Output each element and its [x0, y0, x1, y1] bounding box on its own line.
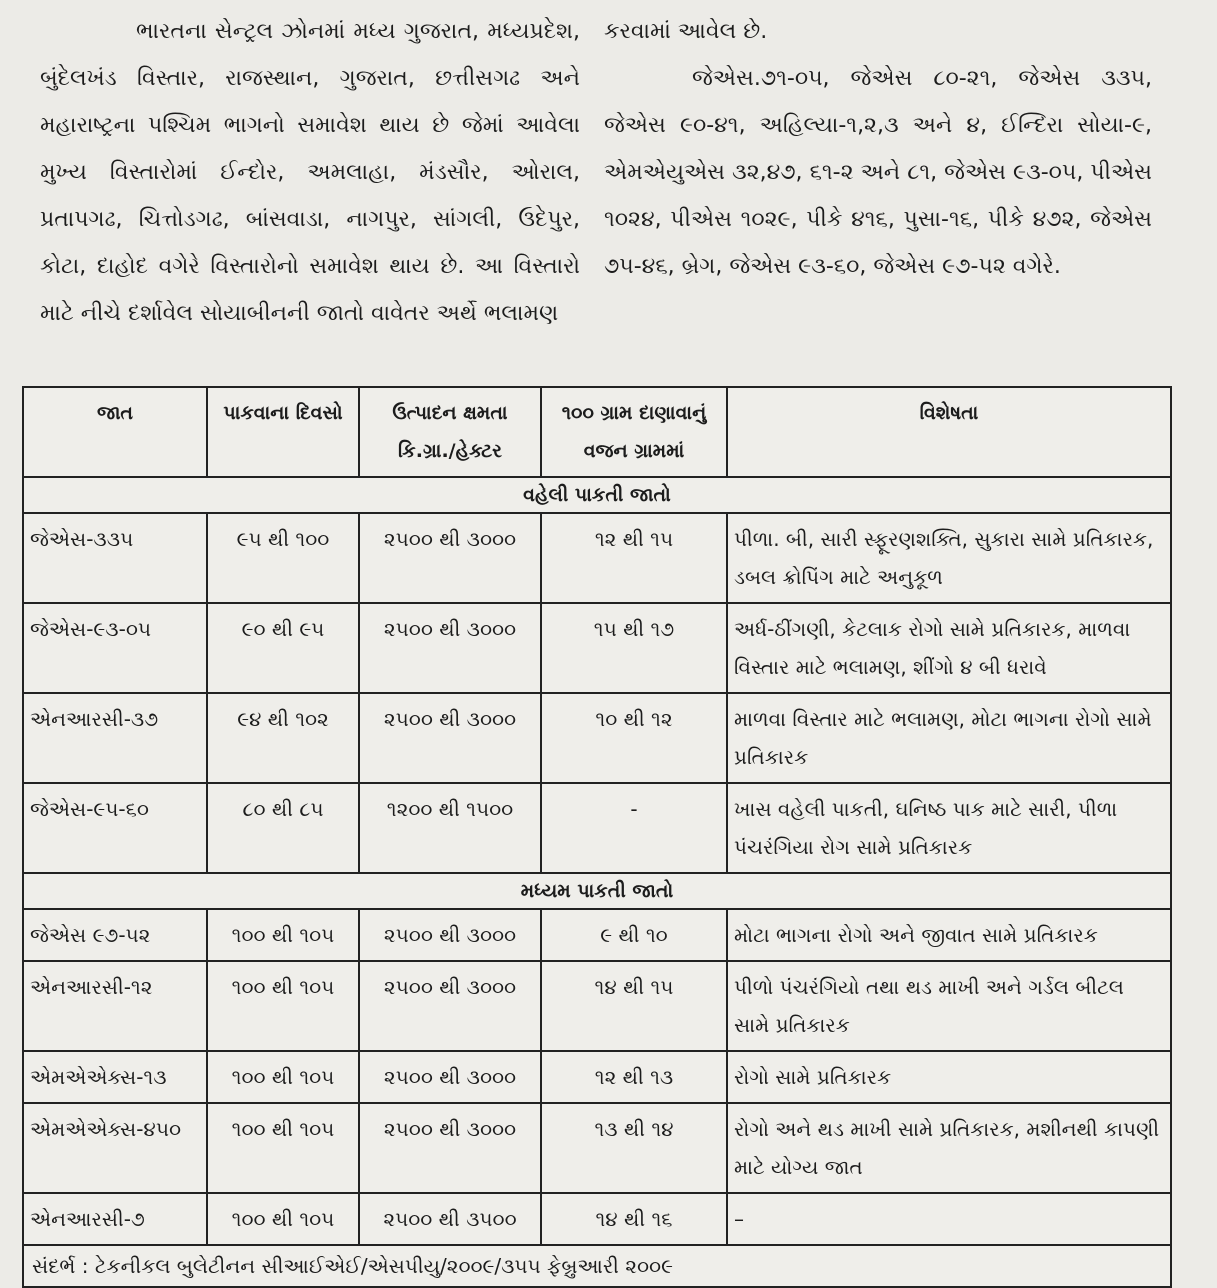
- table-row: [23, 1103, 1171, 1193]
- cell-features: માળવા વિસ્તાર માટે ભલામણ, મોટા ભાગના રોગો સામે પ્રતિકારક: [727, 693, 1171, 783]
- header-features: વિશેષતા: [727, 387, 1171, 477]
- cell-weight: ૧૪ થી ૧૬: [541, 1193, 727, 1245]
- cell-maturity: ૧૦૦ થી ૧૦૫: [207, 1103, 359, 1193]
- cell-variety: જેએસ-૩૩૫: [23, 513, 207, 603]
- cell-variety: એનઆરસી-૭: [23, 1193, 207, 1245]
- cell-maturity: ૮૦ થી ૮૫: [207, 783, 359, 873]
- cell-maturity: ૧૦૦ થી ૧૦૫: [207, 909, 359, 961]
- cell-maturity: ૧૦૦ થી ૧૦૫: [207, 961, 359, 1051]
- cell-variety: એમએએક્સ-૪૫૦: [23, 1103, 207, 1193]
- cell-maturity: ૯૦ થી ૯૫: [207, 603, 359, 693]
- cell-features: રોગો અને થડ માખી સામે પ્રતિકારક, મશીનથી કાપણી માટે યોગ્ય જાત: [727, 1103, 1171, 1193]
- cell-features: ખાસ વહેલી પાકતી, ઘનિષ્ઠ પાક માટે સારી, પીળા પંચરંગિયા રોગ સામે પ્રતિકારક: [727, 783, 1171, 873]
- table-row: [23, 513, 1171, 603]
- cell-features: મોટા ભાગના રોગો અને જીવાત સામે પ્રતિકારક: [727, 909, 1171, 961]
- cell-yield: ૨૫૦૦ થી ૩૦૦૦: [359, 603, 541, 693]
- header-yield-line2: કિ.ગ્રા./હેક્ટર: [398, 440, 502, 462]
- intro-paragraph-left: [40, 8, 580, 337]
- soybean-varieties-table: [22, 386, 1172, 1288]
- table-row: [23, 783, 1171, 873]
- cell-features: રોગો સામે પ્રતિકારક: [727, 1051, 1171, 1103]
- cell-variety: એનઆરસી-૧૨: [23, 961, 207, 1051]
- cell-variety: એમએએક્સ-૧૩: [23, 1051, 207, 1103]
- cell-yield: ૨૫૦૦ થી ૩૫૦૦: [359, 1193, 541, 1245]
- cell-yield: ૨૫૦૦ થી ૩૦૦૦: [359, 1103, 541, 1193]
- section-title-early: વહેલી પાકતી જાતો: [23, 477, 1171, 513]
- cell-features: પીળો પંચરંગિયો તથા થડ માખી અને ગર્ડલ બીટલ સામે પ્રતિકારક: [727, 961, 1171, 1051]
- cell-weight: ૧૪ થી ૧૫: [541, 961, 727, 1051]
- cell-weight: ૧૨ થી ૧૩: [541, 1051, 727, 1103]
- header-maturity: પાકવાના દિવસો: [207, 387, 359, 477]
- recommended-varieties-text: જેએસ.૭૧-૦૫, જેએસ ૮૦-૨૧, જેએસ ૩૩૫, જેએસ ૯૦-૪૧, અહિલ્યા-૧,૨,૩ અને ૪, ઈન્દિરા સોયા-૯, એમએયુએસ ૩૨,૪૭, ૬૧-૨ અને ૮૧, જેએસ ૯૩-૦૫, પીએસ ૧૦૨૪, પીએસ ૧૦૨૯, પીકે ૪૧૬, પુસા-૧૬, પીકે ૪૭૨, જેએસ ૭૫-૪૬, બ્રેગ, જેએસ ૯૩-૬૦, જેએસ ૯૭-૫૨ વગેરે.: [604, 66, 1152, 279]
- header-weight-line1: ૧૦૦ ગ્રામ દાણાવાનું: [561, 402, 707, 424]
- cell-yield: ૨૫૦૦ થી ૩૦૦૦: [359, 1051, 541, 1103]
- section-title-medium: મધ્યમ પાકતી જાતો: [23, 873, 1171, 909]
- cell-variety: જેએસ-૯૫-૬૦: [23, 783, 207, 873]
- cell-weight: ૯ થી ૧૦: [541, 909, 727, 961]
- reference-text: સંદર્ભ : ટેકનીકલ બુલેટીનન સીઆઈએઈ/એસપીયુ/૨૦૦૯/૩૫૫ ફેબ્રુઆરી ૨૦૦૯: [23, 1245, 1171, 1287]
- section-row-medium: [23, 873, 1171, 909]
- cell-maturity: ૧૦૦ થી ૧૦૫: [207, 1051, 359, 1103]
- cell-weight: ૧૩ થી ૧૪: [541, 1103, 727, 1193]
- cell-features: પીળા. બી, સારી સ્ફૂરણશક્તિ, સુકારા સામે પ્રતિકારક, ડબલ ક્રોપિંગ માટે અનુકૂળ: [727, 513, 1171, 603]
- intro-paragraph-right: [604, 8, 1152, 290]
- intro-text: ભારતના સેન્ટ્રલ ઝોનમાં મધ્ય ગુજરાત, મધ્યપ્રદેશ, બુંદેલખંડ વિસ્તાર, રાજસ્થાન, ગુજરાત, છત્તીસગઢ અને મહારાષ્ટ્રના પશ્ચિમ ભાગનો સમાવેશ થાય છે જેમાં આવેલા મુખ્ય વિસ્તારોમાં ઈન્દોર, અમલાહા, મંડસૌર, ઓરાલ, પ્રતાપગઢ, ચિત્તોડગઢ, બાંસવાડા, નાગપુર, સાંગલી, ઉદેપુર, કોટા, દાહોદ વગેરે વિસ્તારોનો સમાવેશ થાય છે. આ વિસ્તારો માટે નીચે દર્શાવેલ સોયાબીનની જાતો વાવેતર અર્થે ભલામણ: [40, 19, 580, 326]
- reference-row: [23, 1245, 1171, 1287]
- cell-maturity: ૯૫ થી ૧૦૦: [207, 513, 359, 603]
- cell-features: –: [727, 1193, 1171, 1245]
- table-row: [23, 1193, 1171, 1245]
- cell-maturity: ૯૪ થી ૧૦૨: [207, 693, 359, 783]
- header-yield-line1: ઉત્પાદન ક્ષમતા: [392, 402, 508, 424]
- cell-weight: ૧૨ થી ૧૫: [541, 513, 727, 603]
- cell-variety: જેએસ ૯૭-૫૨: [23, 909, 207, 961]
- cell-weight: -: [541, 783, 727, 873]
- cell-features: અર્ધ-ઠીંગણી, કેટલાક રોગો સામે પ્રતિકારક, માળવા વિસ્તાર માટે ભલામણ, શીંગો ૪ બી ધરાવે: [727, 603, 1171, 693]
- header-yield: [359, 387, 541, 477]
- cell-variety: એનઆરસી-૩૭: [23, 693, 207, 783]
- header-weight-line2: વજન ગ્રામમાં: [583, 440, 685, 462]
- table-header-row: [23, 387, 1171, 477]
- cell-weight: ૧૫ થી ૧૭: [541, 603, 727, 693]
- header-weight: [541, 387, 727, 477]
- cell-yield: ૨૫૦૦ થી ૩૦૦૦: [359, 961, 541, 1051]
- header-variety: જાત: [23, 387, 207, 477]
- table-row: [23, 961, 1171, 1051]
- cell-weight: ૧૦ થી ૧૨: [541, 693, 727, 783]
- cell-yield: ૨૫૦૦ થી ૩૦૦૦: [359, 693, 541, 783]
- cell-yield: ૧૨૦૦ થી ૧૫૦૦: [359, 783, 541, 873]
- section-row-early: [23, 477, 1171, 513]
- cell-maturity: ૧૦૦ થી ૧૦૫: [207, 1193, 359, 1245]
- cell-yield: ૨૫૦૦ થી ૩૦૦૦: [359, 909, 541, 961]
- table-row: [23, 603, 1171, 693]
- table-row: [23, 693, 1171, 783]
- cell-yield: ૨૫૦૦ થી ૩૦૦૦: [359, 513, 541, 603]
- intro-text-continued: કરવામાં આવેલ છે.: [604, 19, 768, 44]
- table-row: [23, 909, 1171, 961]
- cell-variety: જેએસ-૯૩-૦૫: [23, 603, 207, 693]
- table-row: [23, 1051, 1171, 1103]
